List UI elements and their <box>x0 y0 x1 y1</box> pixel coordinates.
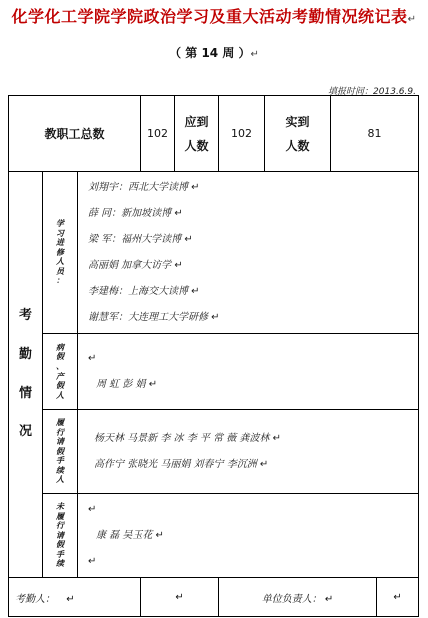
list-item: 刘翔宇：西北大学读博 ↵ <box>88 181 200 193</box>
list-item: ↵ <box>88 503 97 515</box>
checker-value: ↵ <box>66 593 75 605</box>
attendance-label-cell <box>9 172 43 578</box>
actual-label-line-2: 人数 <box>285 138 310 153</box>
list-item: 薛 同：新加坡读博 ↵ <box>88 207 183 219</box>
due-label-cell <box>175 96 219 172</box>
sick-leave-label: 病 假 、 产 假 人 <box>56 342 64 400</box>
list-item: 高丽娟 加拿大访学 ↵ <box>88 259 183 271</box>
checker-cell <box>9 578 141 617</box>
list-item: ↵ <box>88 352 97 364</box>
list-item: 谢慧军：大连理工大学研修 ↵ <box>88 311 220 323</box>
actual-label-line-1: 实到 <box>285 114 310 129</box>
checker-blank-cell: ↵ <box>141 578 219 617</box>
list-item: 高作宁 张晓光 马丽娟 刘春宁 李沉洲 ↵ <box>94 458 269 470</box>
actual-label-cell <box>265 96 331 172</box>
leader-label-cell: 单位负责人： ↵ <box>219 578 377 617</box>
list-item: 梁 军：福州大学读博 ↵ <box>88 233 193 245</box>
sick-leave-label-cell <box>43 334 78 410</box>
due-count-value: 102 <box>219 96 265 172</box>
study-label: 学 习 进 修 人 员 ： <box>56 218 64 286</box>
total-staff-value: 102 <box>141 96 175 172</box>
summary-row <box>9 96 419 172</box>
list-item: ↵ <box>88 555 97 567</box>
footer-row <box>9 578 419 617</box>
study-label-cell <box>43 172 78 334</box>
total-label-cell <box>9 96 141 172</box>
week-label: （ 第 14 周 ）↵ <box>169 46 259 60</box>
approved-leave-label: 履 行 请 假 手 续 人 <box>56 417 64 485</box>
total-staff-label: 教职工总数 <box>44 126 105 141</box>
attendance-label: 考 勤 情 况 <box>18 307 32 440</box>
list-item: 周 虹 彭 娟 ↵ <box>96 378 158 390</box>
due-label-line-2: 人数 <box>184 138 209 153</box>
leader-value-cell: ↵ <box>377 578 419 617</box>
list-item: 杨天林 马景新 李 冰 李 平 常 薇 龚波林 ↵ <box>94 432 281 444</box>
study-content <box>78 172 419 334</box>
leader-label: 单位负责人： <box>261 593 322 605</box>
page-title: 化学化工学院学院政治学习及重大活动考勤情况统记表↵ <box>11 7 417 26</box>
approved-leave-content <box>78 410 419 494</box>
unapproved-leave-label-cell <box>43 494 78 578</box>
list-item: 李建梅：上海交大读博 ↵ <box>88 285 200 297</box>
checker-label: 考勤人： <box>15 593 55 605</box>
fill-date: 填报时间：2013.6.9. <box>328 87 416 97</box>
unapproved-leave-label: 未 履 行 请 假 手 续 <box>56 501 64 569</box>
section-sick-leave-row <box>9 334 419 410</box>
actual-count-value: 81 <box>331 96 419 172</box>
section-study-row <box>9 172 419 334</box>
section-unapproved-leave-row <box>9 494 419 578</box>
approved-leave-label-cell <box>43 410 78 494</box>
unapproved-leave-content <box>78 494 419 578</box>
due-label-line-1: 应到 <box>184 114 209 129</box>
attendance-table <box>8 95 419 617</box>
sick-leave-content <box>78 334 419 410</box>
section-approved-leave-row <box>9 410 419 494</box>
list-item: 康 磊 吴玉花 ↵ <box>96 529 164 541</box>
